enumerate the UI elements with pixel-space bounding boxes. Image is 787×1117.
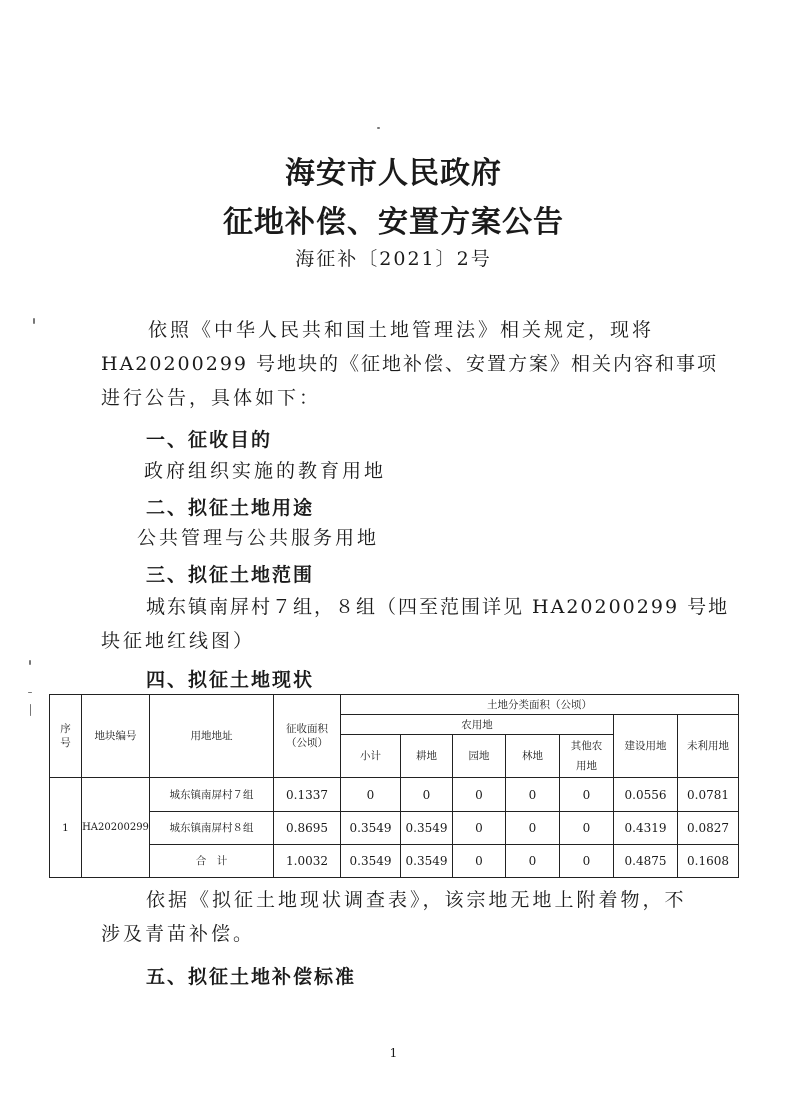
scan-speck	[29, 660, 31, 665]
section1-text: 政府组织实施的教育用地	[144, 460, 387, 482]
section2-text: 公共管理与公共服务用地	[137, 527, 380, 549]
cell-address: 城东镇南屏村７组	[150, 778, 274, 811]
cell-unused: 0.0781	[678, 778, 739, 811]
section3-heading: 三、拟征土地范围	[146, 564, 315, 586]
cell-seq: 1	[50, 778, 82, 878]
cell-other: 0	[560, 811, 614, 844]
cell-other: 0	[560, 778, 614, 811]
cell-area: 0.8695	[274, 811, 341, 844]
cell-area: 1.0032	[274, 844, 341, 877]
cell-forest: 0	[506, 778, 560, 811]
document-title-line1: 海安市人民政府	[285, 156, 502, 191]
cell-construction: 0.4319	[614, 811, 678, 844]
header-subtotal: 小计	[341, 735, 401, 778]
cell-arable: 0	[401, 778, 453, 811]
cell-unused: 0.1608	[678, 844, 739, 877]
land-status-table	[49, 694, 739, 878]
header-classified: 土地分类面积（公顷）	[341, 695, 739, 715]
cell-garden: 0	[453, 844, 506, 877]
section2-heading: 二、拟征土地用途	[146, 497, 315, 519]
cell-parcel: HA20200299	[82, 778, 150, 878]
scan-speck	[28, 692, 32, 693]
cell-subtotal: 0.3549	[341, 844, 401, 877]
cell-other: 0	[560, 844, 614, 877]
intro-line-3: 进行公告，具体如下：	[101, 387, 322, 409]
intro-line-2: HA20200299 号地块的《征地补偿、安置方案》相关内容和事项	[101, 353, 719, 375]
scan-speck	[30, 704, 31, 716]
header-seq: 序号	[50, 695, 82, 778]
cell-garden: 0	[453, 778, 506, 811]
after-table-line-2: 涉及青苗补偿。	[101, 923, 256, 945]
document-title-line2: 征地补偿、安置方案公告	[223, 205, 564, 240]
header-unused: 未利用地	[678, 715, 739, 778]
cell-arable: 0.3549	[401, 844, 453, 877]
section3-line-2: 块征地红线图）	[101, 630, 256, 652]
header-address: 用地地址	[150, 695, 274, 778]
header-area: 征收面积（公顷）	[274, 695, 341, 778]
header-construction: 建设用地	[614, 715, 678, 778]
cell-construction: 0.4875	[614, 844, 678, 877]
header-parcel: 地块编号	[82, 695, 150, 778]
after-table-line-1: 依据《拟征土地现状调查表》，该宗地无地上附着物，不	[146, 889, 687, 911]
cell-forest: 0	[506, 811, 560, 844]
cell-arable: 0.3549	[401, 811, 453, 844]
cell-subtotal: 0	[341, 778, 401, 811]
cell-subtotal: 0.3549	[341, 811, 401, 844]
section5-heading: 五、拟征土地补偿标准	[146, 966, 357, 988]
document-number: 海征补〔2021〕2号	[295, 248, 492, 270]
page-number: 1	[389, 1046, 398, 1060]
section4-heading: 四、拟征土地现状	[146, 669, 315, 691]
cell-forest: 0	[506, 844, 560, 877]
intro-line-1: 依照《中华人民共和国土地管理法》相关规定，现将	[148, 319, 655, 341]
header-garden: 园地	[453, 735, 506, 778]
scan-speck	[377, 127, 380, 129]
cell-address: 城东镇南屏村８组	[150, 811, 274, 844]
header-agri: 农用地	[341, 715, 614, 735]
cell-construction: 0.0556	[614, 778, 678, 811]
header-forest: 林地	[506, 735, 560, 778]
header-arable: 耕地	[401, 735, 453, 778]
cell-total-label: 合 计	[150, 844, 274, 877]
cell-unused: 0.0827	[678, 811, 739, 844]
scan-speck	[33, 318, 35, 324]
section3-line-1: 城东镇南屏村７组，８组（四至范围详见 HA20200299 号地	[146, 596, 730, 618]
cell-garden: 0	[453, 811, 506, 844]
header-other-agri: 其他农用地	[560, 735, 614, 778]
cell-area: 0.1337	[274, 778, 341, 811]
section1-heading: 一、征收目的	[146, 429, 273, 451]
